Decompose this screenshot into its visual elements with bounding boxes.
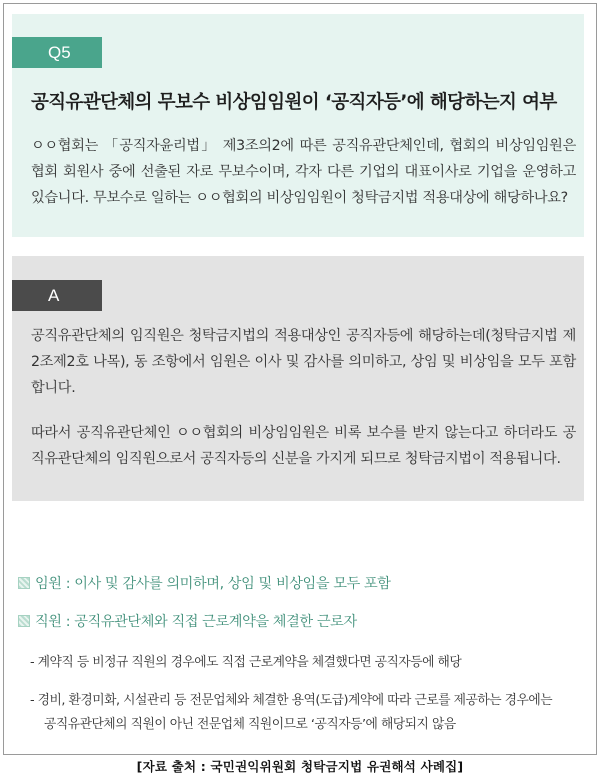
definition-bullet bbox=[30, 689, 590, 737]
source-caption: [자료 출처 : 국민권익위원회 청탁금지법 유권해석 사례집] bbox=[136, 759, 464, 774]
answer-paragraph: 따라서 공직유관단체인 ㅇㅇ협회의 비상임임원은 비록 보수를 받지 않는다고 하더라도 공직유관단체의 임직원으로서 공직자등의 신분을 가지게 되므로 청탁금지법이 적용됩니다. bbox=[31, 425, 576, 467]
question-title: 공직유관단체의 무보수 비상임임원이 ‘공직자등’에 해당하는지 여부 bbox=[31, 92, 557, 113]
definition-employee-text: 직원 : 공직유관단체와 직접 근로계약을 체결한 근로자 bbox=[35, 614, 357, 630]
hatched-square-icon bbox=[18, 577, 30, 589]
question-box bbox=[12, 14, 584, 237]
answer-box bbox=[12, 256, 584, 501]
answer-body bbox=[31, 323, 576, 472]
answer-tag: A bbox=[12, 280, 102, 311]
question-tag: Q5 bbox=[12, 37, 102, 68]
definition-officer-text: 임원 : 이사 및 감사를 의미하며, 상임 및 비상임을 모두 포함 bbox=[35, 576, 391, 592]
hatched-square-icon bbox=[18, 615, 30, 627]
answer-paragraph: 공직유관단체의 임직원은 청탁금지법의 적용대상인 공직자등에 해당하는데(청탁금지법 제2조제2호 나목), 동 조항에서 임원은 이사 및 감사를 의미하고, 상임 및 비상임을 모두 포함합니다. bbox=[31, 328, 576, 396]
definition-bullet-continuation: 공직유관단체의 직원이 아닌 전문업체 직원이므로 ‘공직자등’에 해당되지 않음 bbox=[44, 717, 456, 732]
definition-bullet-line: - 경비, 환경미화, 시설관리 등 전문업체와 체결한 용역(도급)계약에 따라 근로를 제공하는 경우에는 bbox=[30, 693, 553, 708]
definition-employee bbox=[18, 611, 588, 631]
question-body: ㅇㅇ협회는 「공직자윤리법」 제3조의2에 따른 공직유관단체인데, 협회의 비상임임원은 협회 회원사 중에 선출된 자로 무보수이며, 각자 다른 기업의 대표이사로 기업을 운영하고 있습니다. 무보수로 일하는 ㅇㅇ협회의 비상임임원이 청탁금지법 적용대상에 해당하나요? bbox=[31, 138, 576, 206]
definition-bullet: - 계약직 등 비정규 직원의 경우에도 직접 근로계약을 체결했다면 공직자등에 해당 bbox=[30, 655, 462, 670]
definition-officer bbox=[18, 573, 588, 593]
